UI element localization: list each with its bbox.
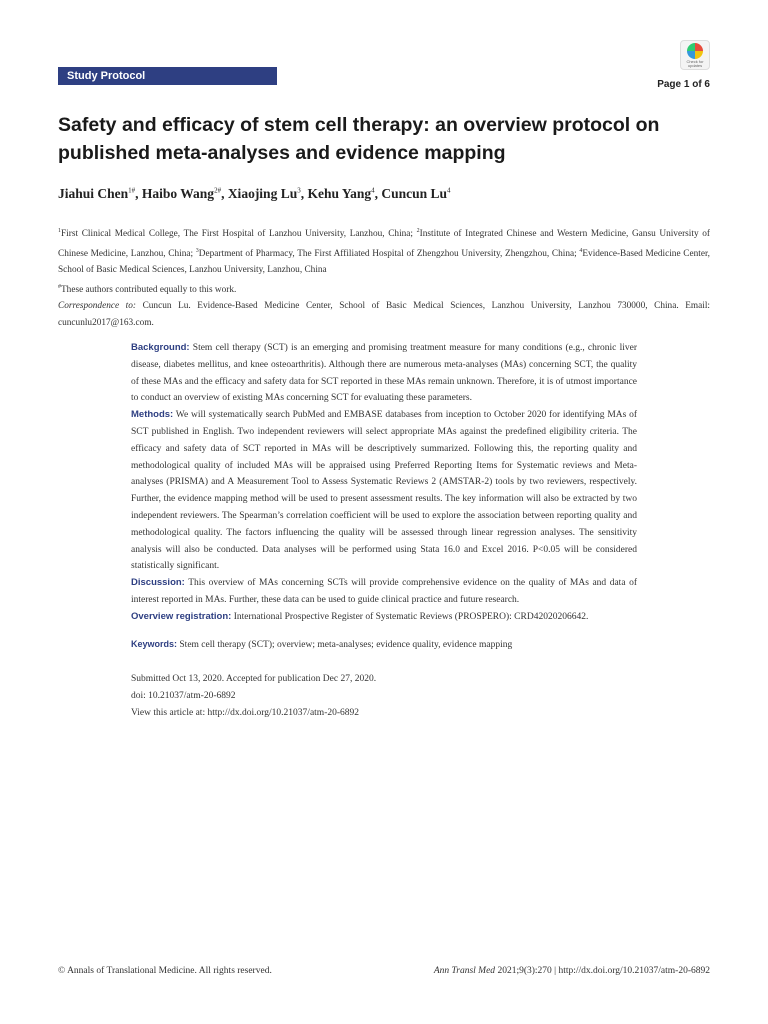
affiliation-marker: 4	[579, 247, 583, 254]
affiliation-4: Evidence-Based Medicine Center, School of Basic Medical Sciences, Lanzhou University, Lanzhou, China	[58, 248, 710, 276]
doi-text: doi: 10.21037/atm-20-6892	[131, 691, 236, 702]
abstract-background	[131, 340, 637, 407]
affiliation-marker: 3	[195, 247, 199, 254]
abstract-registration	[131, 609, 637, 626]
author-name: Haibo Wang	[141, 186, 215, 201]
author-affiliation-marker: 4	[447, 186, 451, 195]
author-affiliation-marker: 1#	[128, 186, 136, 195]
correspondence-text: Cuncun Lu. Evidence-Based Medicine Center, School of Basic Medical Sciences, Lanzhou University, Lanzhou 730000, China. Email: cuncunlu2017@163.com.	[58, 301, 711, 328]
submission-dates	[131, 671, 637, 688]
check-for-updates-badge[interactable]	[680, 40, 710, 70]
author-list	[58, 186, 451, 202]
author-affiliation-marker: 2#	[214, 186, 222, 195]
affiliations-block	[58, 223, 710, 331]
author-affiliation-marker: 3	[297, 186, 301, 195]
badge-label: Check for updates	[686, 59, 704, 68]
keywords-heading: Keywords:	[131, 638, 178, 649]
author-name: Xiaojing Lu	[227, 186, 298, 201]
author-name: Cuncun Lu	[381, 186, 448, 201]
affiliation-1: First Clinical Medical College, The First Hospital of Lanzhou University, Lanzhou, China;	[61, 229, 417, 240]
section-tag: Study Protocol	[58, 67, 277, 85]
registration-text: International Prospective Register of Systematic Reviews (PROSPERO): CRD42020206642.	[231, 611, 589, 622]
affiliation-marker: 1	[58, 228, 61, 234]
author-separator: ,	[221, 186, 228, 201]
author-separator: ,	[135, 186, 142, 201]
doi-line	[131, 688, 637, 705]
affiliation-marker: 2	[416, 228, 420, 234]
citation-text[interactable]: 2021;9(3):270 | http://dx.doi.org/10.21037/atm-20-6892	[495, 966, 710, 976]
view-article-link[interactable]: http://dx.doi.org/10.21037/atm-20-6892	[205, 707, 360, 718]
author-affiliation-marker: 4	[371, 186, 375, 195]
crossmark-icon	[687, 43, 703, 59]
citation-footer	[434, 966, 710, 976]
page-number: Page 1 of 6	[657, 79, 710, 90]
abstract-block	[131, 340, 637, 722]
background-heading: Background:	[131, 342, 190, 353]
author-name: Jiahui Chen	[58, 186, 129, 201]
note-text: These authors contributed equally to this work.	[61, 284, 237, 295]
correspondence-label: Correspondence to:	[58, 301, 137, 312]
keywords	[131, 636, 637, 654]
author-separator: ,	[374, 186, 382, 201]
author-separator: ,	[300, 186, 308, 201]
methods-text: We will systematically search PubMed and EMBASE databases from inception to October 2020 for identifying MAs of SCT published in English. Two independent reviewers will select appropriate MAs against the predefined eligibility criteria. The efficacy and safety data of SCT reported in MAs will be descriptively summarized. Following this, the reporting quality and methodological quality of included MAs will be appraised using Preferred Reporting Items for Systematic reviews and Meta-analyses (PRISMA) and A Measurement Tool to Assess Systematic Reviews 2 (AMSTAR-2) tools by two reviewers, respectively. Further, the evidence mapping method will be used to present assessment results. The key information will also be extracted by two independent reviewers. The Spearman’s correlation coefficient will be used to explore the association between reporting quality and methodological quality. The factors influencing the quality will be assessed through linear regression analyses. The sensitivity analysis will also be conducted. Data analyses will be performed using Stata 16.0 and Excel 2016. P<0.05 will be considered statistically significant.	[131, 410, 637, 572]
affiliation-2: Institute of Integrated Chinese and Western Medicine, Gansu University of Chinese Medicine, Lanzhou, China;	[58, 229, 711, 259]
article-title: Safety and efficacy of stem cell therapy: an overview protocol on published meta-analyses and evidence mapping	[58, 114, 660, 164]
affiliation-3: Department of Pharmacy, The First Affiliated Hospital of Zhengzhou University, Zhengzhou, China;	[198, 248, 580, 259]
submitted-text: Submitted Oct 13, 2020. Accepted for publication Dec 27, 2020.	[131, 674, 377, 685]
affiliation-lines	[58, 223, 710, 279]
view-article-line	[131, 705, 637, 722]
correspondence	[58, 298, 710, 331]
discussion-heading: Discussion:	[131, 577, 185, 589]
copyright-footer: © Annals of Translational Medicine. All rights reserved.	[58, 966, 272, 976]
author-name: Kehu Yang	[307, 186, 372, 201]
background-text: Stem cell therapy (SCT) is an emerging and promising treatment measure for many conditions (e.g., chronic liver disease, diabetes mellitus, and knee osteoarthritis). Although there are numerous meta-analyses (MAs) concerning SCT, the quality of these MAs and the efficacy and safety data for SCT reported in these MAs remain unknown. Therefore, it is of utmost importance to conduct an overview of existing MAs concerning SCT for evaluating these parameters.	[131, 343, 637, 404]
journal-name: Ann Transl Med	[433, 966, 496, 976]
abstract-methods	[131, 407, 637, 575]
note-marker: #	[58, 283, 61, 290]
keywords-text: Stem cell therapy (SCT); overview; meta-analyses; evidence quality, evidence mapping	[177, 639, 513, 650]
equal-contribution-note	[58, 279, 710, 299]
abstract-discussion	[131, 575, 637, 609]
registration-heading: Overview registration:	[131, 610, 232, 622]
methods-heading: Methods:	[131, 409, 174, 421]
view-article-label: View this article at:	[131, 707, 206, 718]
discussion-text: This overview of MAs concerning SCTs will provide comprehensive evidence on the quality of MAs and data of interest reported in MAs. Further, these data can be used to guide clinical practice and future research.	[131, 578, 637, 605]
